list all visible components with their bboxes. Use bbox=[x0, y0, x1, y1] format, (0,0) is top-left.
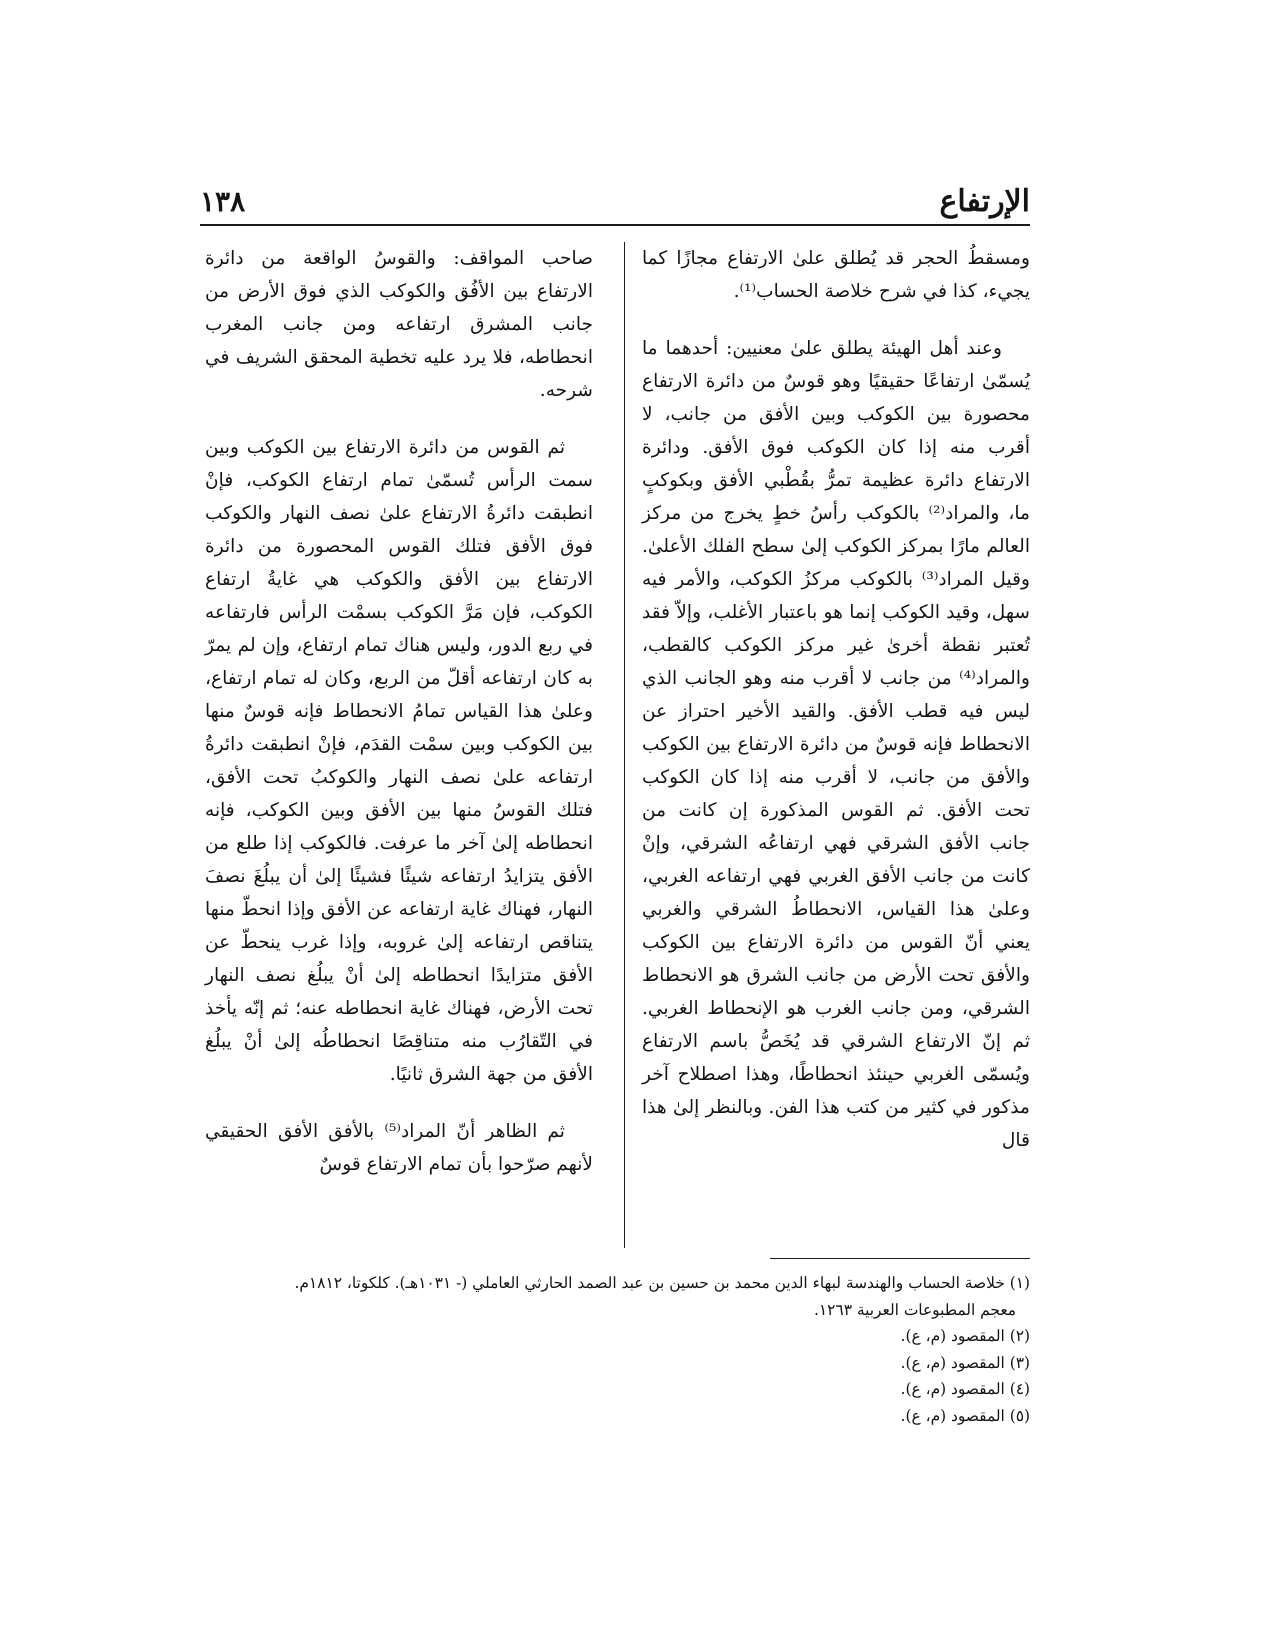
page-number: ١٣٨ bbox=[200, 185, 246, 218]
column-divider bbox=[624, 242, 625, 1248]
footnote-2: (٢) المقصود (م، ع). bbox=[900, 1327, 1030, 1345]
paragraph: وعند أهل الهيئة يطلق علىٰ معنيين: أحدهما ما يُسمّىٰ ارتفاعًا حقيقيًا وهو قوسٌ من دائرة الارتفاع محصورة بين الكوكب وبين الأفق من جانب، لا أقرب منه إذا كان الكوكب فوق الأفق. ودائرة الارتفاع دائرة عظيمة تمرُّ بقُطْبي الأفق وبكوكبٍ ما، والمراد⁽²⁾ بالكوكب رأسُ خطٍ يخرج من مركز العالم مارًا بمركز الكوكب إلىٰ سطح الفلك الأعلىٰ. وقيل المراد⁽³⁾ بالكوكب مركزُ الكوكب، والأمر فيه سهل، وقيد الكوكب إنما هو باعتبار الأغلب، وإلاّ فقد تُعتبر نقطة أخرىٰ غير مركز الكوكب كالقطب، والمراد⁽⁴⁾ من جانب لا أقرب منه وهو الجانب الذي ليس فيه قطب الأفق. والقيد الأخير احتراز عن الانحطاط فإنه قوسٌ من دائرة الارتفاع بين الكوكب والأفق من جانب، لا أقرب منه إذا كان الكوكب تحت الأفق. ثم القوس المذكورة إن كانت من جانب الأفق الشرقي فهي ارتفاعُه الشرقي، وإنْ كانت من جانب الأفق الغربي فهي ارتفاعه الغربي، وعلىٰ هذا القياس، الانحطاطُ الشرقي والغربي يعني أنّ القوس من دائرة الارتفاع بين الكوكب والأفق تحت الأرض من جانب الشرق هو الانحطاط الشرقي، ومن جانب الغرب هو الإنحطاط الغربي. ثم إنّ الارتفاع الشرقي قد يُخَصُّ باسم الارتفاع ويُسمّى الغربي حينئذ انحطاطًا، وهذا اصطلاح آخر مذكور في كثير من كتب هذا الفن. وبالنظر إلىٰ هذا قال bbox=[642, 338, 1030, 1151]
paragraph: ثم القوس من دائرة الارتفاع بين الكوكب وبين سمت الرأس تُسمّىٰ تمام ارتفاع الكوكب، فإنْ انطبقت دائرةُ الارتفاع علىٰ نصف النهار والكوكب فوق الأفق فتلك القوس المحصورة من دائرة الارتفاع بين الأفق والكوكب هي غايةُ ارتفاع الكوكب، فإن مَرَّ الكوكب بسمْت الرأس فارتفاعه في ربع الدور، وليس هناك تمام ارتفاع، وإن لم يمرّ به كان ارتفاعه أقلّ من الربع، وكان له تمام ارتفاع، وعلىٰ هذا القياس تمامُ الانحطاط فإنه قوسٌ منها بين الكوكب وبين سمْت القدَم، فإنْ انطبقت دائرةُ ارتفاعه علىٰ نصف النهار والكوكبُ تحت الأفق، فتلك القوسُ منها بين الأفق وبين الكوكب، فإنه انحطاطه إلىٰ آخر ما عرفت. فالكوكب إذا طلع من الأفق يتزايدُ ارتفاعه شيئًا فشيئًا إلىٰ أن يبلُغَ نصفَ النهار، فهناك غاية ارتفاعه عن الأفق وإذا انحطّ منها يتناقص ارتفاعه إلىٰ غروبه، وإذا غرب ينحطّ عن الأفق متزايدًا انحطاطه إلىٰ أنْ يبلُغ نصف النهار تحت الأرض، فهناك غاية انحطاطه عنه؛ ثم إنّه يأخذ في التّقارُب منه متناقِصًا انحطاطُه إلىٰ أنْ يبلُغ الأفق من جهة الشرق ثانيًا. bbox=[205, 437, 594, 1085]
paragraph: ومسقطُ الحجر قد يُطلق علىٰ الارتفاع مجازًا كما يجيء، كذا في شرح خلاصة الحساب⁽¹⁾. bbox=[642, 248, 1030, 302]
text-column-left bbox=[205, 242, 593, 1181]
page-header bbox=[200, 180, 1030, 232]
footnote-3: (٣) المقصود (م، ع). bbox=[900, 1353, 1030, 1372]
header-rule bbox=[200, 224, 1030, 226]
footnote-1: (١) خلاصة الحساب والهندسة لبهاء الدين محمد بن حسين بن عبد الصمد الحارثي العاملي (- ١٠٣١هـ). كلكوتا، ١٨١٢م. bbox=[294, 1274, 1030, 1292]
footnote-4: (٤) المقصود (م، ع). bbox=[900, 1380, 1030, 1398]
footnote-5: (٥) المقصود (م، ع). bbox=[900, 1406, 1030, 1425]
text-column-right bbox=[642, 242, 1030, 1157]
running-title: الإرتفاع bbox=[939, 184, 1030, 219]
footnote-1-continuation: معجم المطبوعات العربية ١٢٦٣. bbox=[813, 1300, 1016, 1319]
paragraph: صاحب المواقف: والقوسُ الواقعة من دائرة الارتفاع بين الأفُق والكوكب الذي فوق الأرض من جانب المشرق ارتفاعه ومن جانب المغرب انحطاطه، فلا يرد عليه تخطية المحقق الشريف في شرحه. bbox=[205, 248, 593, 401]
footnote-rule bbox=[770, 1258, 1030, 1259]
paragraph: ثم الظاهر أنّ المراد⁽⁵⁾ بالأفق الأفق الحقيقي لأنهم صرّحوا بأن تمام الارتفاع قوسٌ bbox=[205, 1121, 593, 1175]
footnotes bbox=[200, 1270, 1030, 1429]
